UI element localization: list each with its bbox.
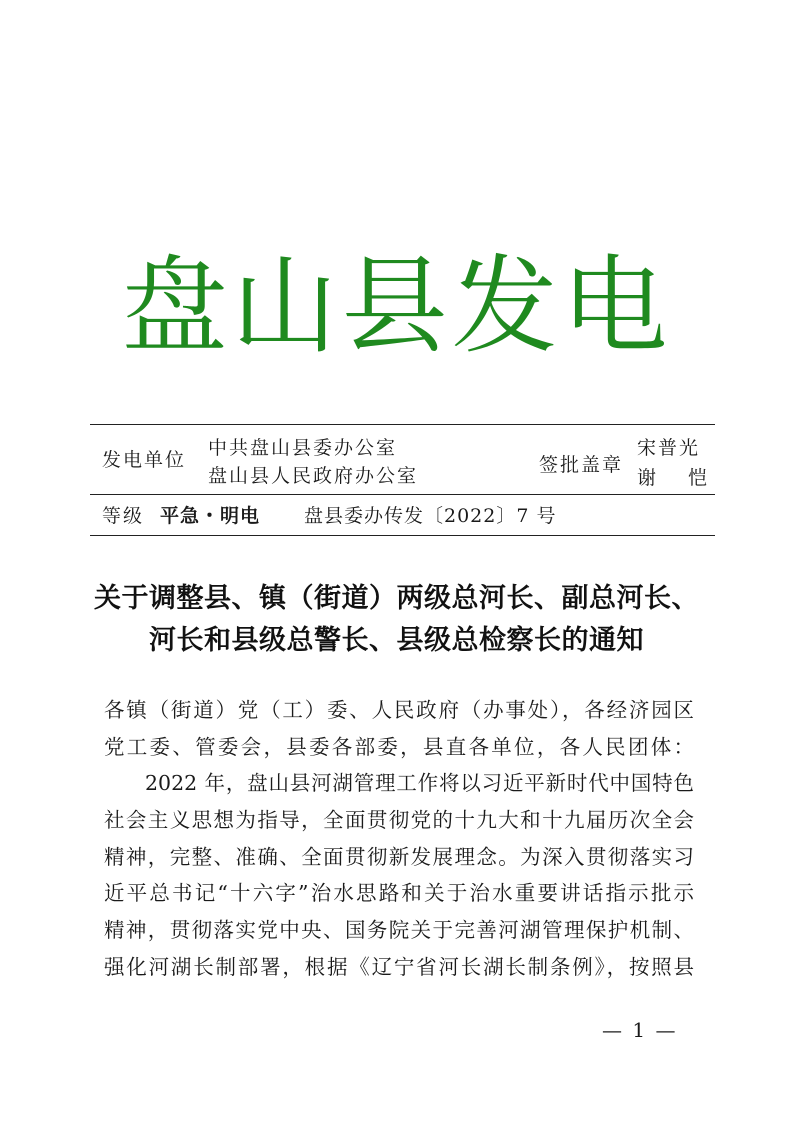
grade-label: 等级: [102, 505, 145, 527]
approval-label: 签批盖章: [539, 454, 624, 476]
document-title-line-1: 关于调整县、镇（街道）两级总河长、副总河长、: [94, 583, 699, 614]
approver-1: 宋普光: [637, 437, 701, 459]
document-body: [104, 692, 694, 986]
header-top-rule: [90, 424, 715, 425]
header-middle-rule: [90, 494, 715, 495]
approver-2-surname: 谢: [637, 467, 659, 489]
paragraph-line-5: 精神，贯彻落实党中央、国务院关于完善河湖管理保护机制、: [104, 918, 694, 943]
paragraph-line-6: 强化河湖长制部署，根据《辽宁省河长湖长制条例》，按照县: [104, 954, 694, 979]
addressee-line-2: 党工委、管委会，县委各部委，县直各单位，各人民团体：: [104, 734, 694, 759]
document-title-line-2: 河长和县级总警长、县级总检察长的通知: [149, 625, 644, 656]
document-number: 盘县委办传发〔2022〕7 号: [304, 505, 557, 527]
sender-label: 发电单位: [102, 449, 187, 471]
page-number: — 1 —: [602, 1018, 678, 1042]
sender-unit-1: 中共盘山县委办公室: [208, 437, 398, 459]
paragraph-line-3: 精神，完整、准确、全面贯彻新发展理念。为深入贯彻落实习: [104, 844, 694, 869]
masthead-title: 盘山县发电: [121, 245, 672, 368]
grade-value: 平急・明电: [160, 505, 261, 527]
paragraph-line-2: 社会主义思想为指导，全面贯彻党的十九大和十九届历次全会: [104, 808, 694, 833]
header-bottom-rule: [90, 535, 715, 536]
paragraph-line-1: 2022 年，盘山县河湖管理工作将以习近平新时代中国特色: [145, 771, 694, 796]
sender-unit-2: 盘山县人民政府办公室: [208, 465, 419, 487]
addressee-line-1: 各镇（街道）党（工）委、人民政府（办事处），各经济园区: [104, 698, 694, 722]
paragraph-line-4: 近平总书记“十六字”治水思路和关于治水重要讲话指示批示: [104, 881, 694, 906]
approver-2-given-name: 恺: [688, 467, 710, 489]
approver-2: [637, 466, 709, 490]
